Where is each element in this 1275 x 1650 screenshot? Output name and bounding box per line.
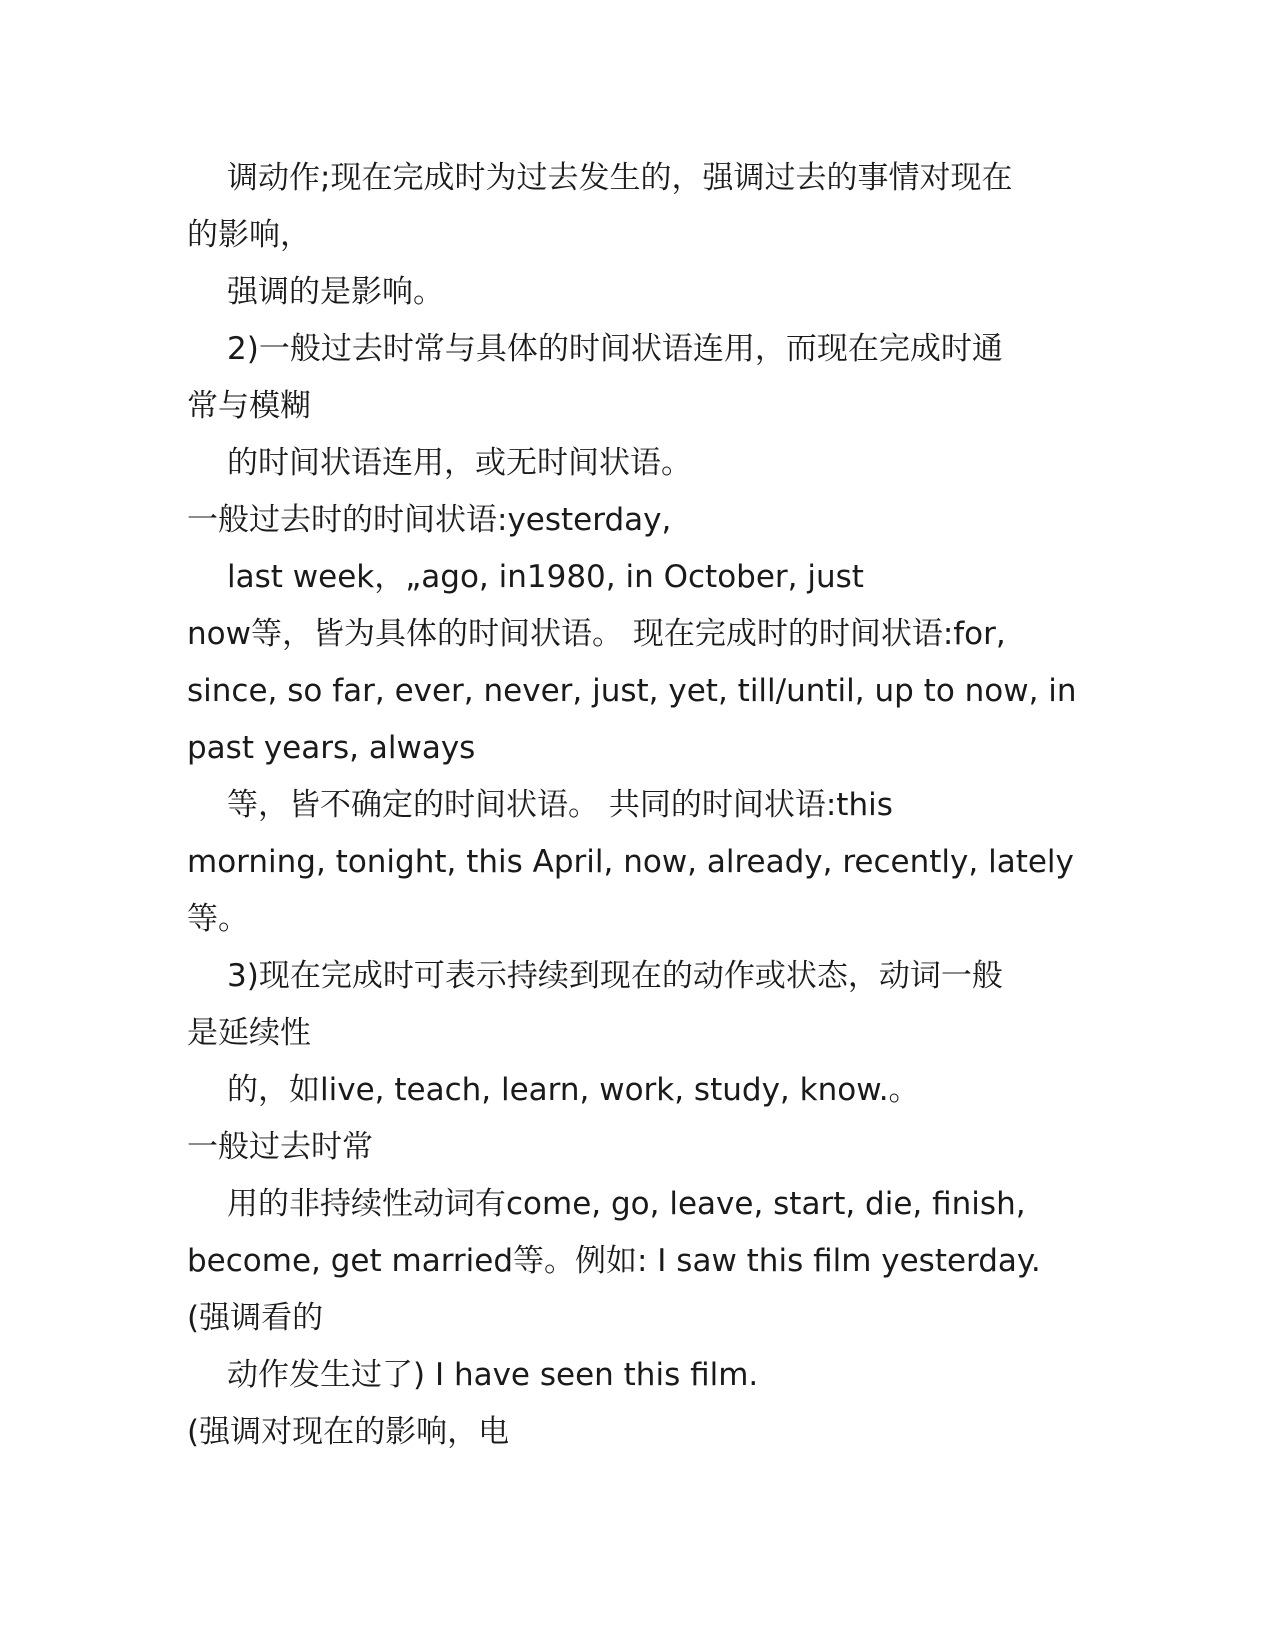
text-line: 一般过去时常	[187, 1129, 373, 1165]
text-line: 等，皆不确定的时间状语。 共同的时间状语:this	[227, 787, 893, 823]
text-line: 动作发生过了) I have seen this film.	[227, 1357, 759, 1393]
document-body	[187, 150, 1087, 1461]
text-line: 的影响，	[187, 217, 311, 253]
text-line: 用的非持续性动词有come, go, leave, start, die, finish,	[227, 1186, 1026, 1222]
text-line: 是延续性	[187, 1015, 311, 1051]
text-line: 强调的是影响。	[227, 274, 444, 310]
text-line: past years, always	[187, 730, 476, 766]
text-line: (强调对现在的影响，电	[187, 1414, 510, 1450]
text-line: 的，如live, teach, learn, work, study, know.。	[227, 1072, 920, 1108]
text-line: 常与模糊	[187, 388, 311, 424]
text-line: now等，皆为具体的时间状语。 现在完成时的时间状语:for,	[187, 616, 1006, 652]
text-line: become, get married等。例如: I saw this film yesterday.	[187, 1243, 1041, 1279]
text-line: 等。	[187, 901, 249, 937]
text-line: last week，„ago, in1980, in October, just	[227, 559, 864, 595]
text-line: 一般过去时的时间状语:yesterday,	[187, 502, 672, 538]
text-line: (强调看的	[187, 1300, 324, 1336]
text-line: morning, tonight, this April, now, already, recently, lately	[187, 844, 1074, 880]
text-line: 的时间状语连用，或无时间状语。	[227, 445, 692, 481]
text-line: since, so far, ever, never, just, yet, till/until, up to now, in	[187, 673, 1077, 709]
text-line: 调动作;现在完成时为过去发生的，强调过去的事情对现在	[227, 160, 1013, 196]
text-line: 2)一般过去时常与具体的时间状语连用，而现在完成时通	[227, 331, 1003, 367]
text-line: 3)现在完成时可表示持续到现在的动作或状态，动词一般	[227, 958, 1003, 994]
